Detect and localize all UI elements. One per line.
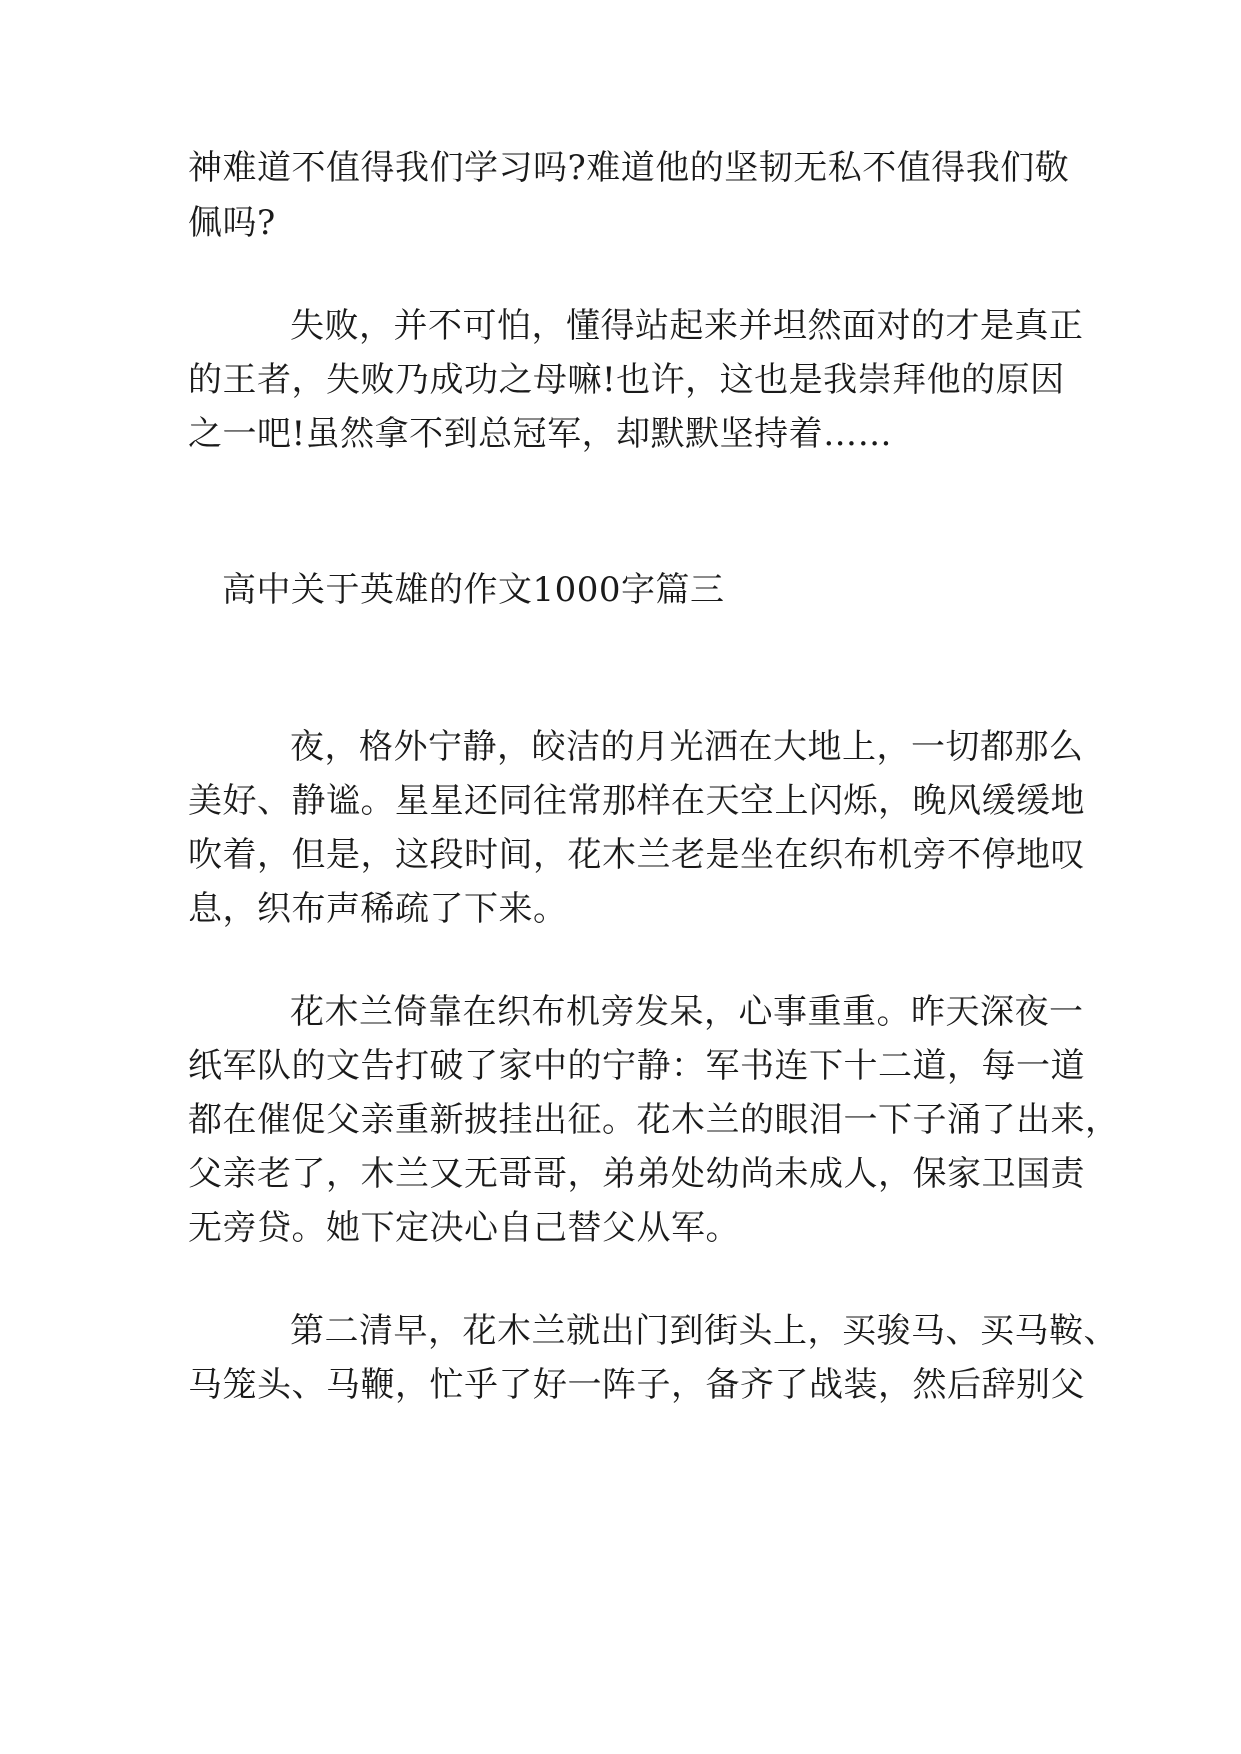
paragraph-5-line-2: 马笼头、马鞭，忙乎了好一阵子，备齐了战装，然后辞别父 [188,1365,1085,1405]
paragraph-3-line-1: 夜，格外宁静，皎洁的月光洒在大地上，一切都那么 [290,727,1084,767]
paragraph-3-line-2: 美好、静谧。星星还同往常那样在天空上闪烁，晚风缓缓地 [188,781,1085,821]
paragraph-4-line-1: 花木兰倚靠在织布机旁发呆，心事重重。昨天深夜一 [290,992,1084,1032]
paragraph-4-line-3: 都在催促父亲重新披挂出征。花木兰的眼泪一下子涌了出来， [188,1100,1120,1140]
paragraph-1-line-2: 佩吗? [188,203,276,243]
paragraph-5-line-1: 第二清早，花木兰就出门到街头上，买骏马、买马鞍、 [290,1311,1118,1351]
paragraph-4-line-5: 无旁贷。她下定决心自己替父从军。 [188,1208,740,1248]
paragraph-1-line-1: 神难道不值得我们学习吗?难道他的坚韧无私不值得我们敬 [188,148,1070,188]
section-heading: 高中关于英雄的作文1000字篇三 [222,570,725,610]
paragraph-2-line-3: 之一吧!虽然拿不到总冠军，却默默坚持着…… [188,414,893,454]
paragraph-2-line-1: 失败，并不可怕，懂得站起来并坦然面对的才是真正 [290,306,1084,346]
paragraph-3-line-4: 息，织布声稀疏了下来。 [188,889,568,929]
paragraph-3-line-3: 吹着，但是，这段时间，花木兰老是坐在织布机旁不停地叹 [188,835,1085,875]
paragraph-4-line-2: 纸军队的文告打破了家中的宁静：军书连下十二道，每一道 [188,1046,1085,1086]
paragraph-2-line-2: 的王者，失败乃成功之母嘛!也许，这也是我崇拜他的原因 [188,360,1065,400]
paragraph-4-line-4: 父亲老了，木兰又无哥哥，弟弟处幼尚未成人，保家卫国责 [188,1154,1085,1194]
